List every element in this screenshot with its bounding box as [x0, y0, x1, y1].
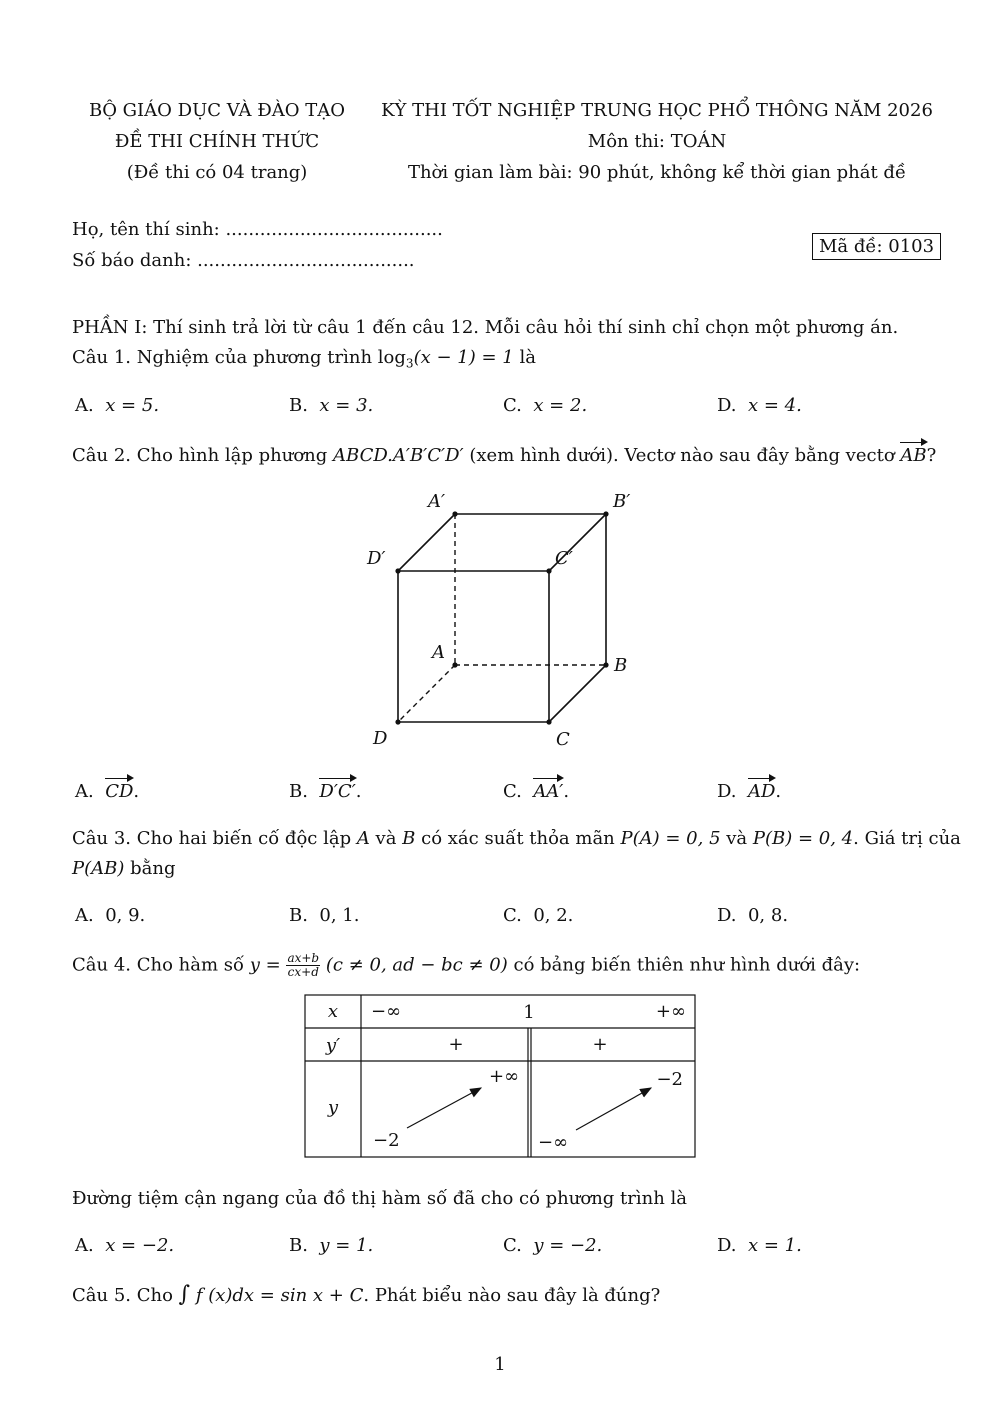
q2-cube-name: ABCD.A′B′C′D′	[333, 445, 464, 466]
vertex-d-prime: D′	[367, 548, 386, 569]
q2-option-d[interactable]: D. AD.	[717, 781, 782, 802]
question-5: Câu 5. Cho ∫ f (x)dx = sin x + C. Phát biểu nào sau đây là đúng?	[72, 1282, 661, 1307]
table-y-label: y	[327, 1097, 339, 1118]
q1-log: log	[377, 347, 406, 368]
exam-code-badge: Mã đề: 0103	[812, 233, 941, 260]
q2-vector-ab: AB	[900, 445, 927, 466]
variation-table	[303, 993, 697, 1159]
q3-option-c[interactable]: C. 0, 2.	[503, 905, 574, 926]
vertex-b: B	[614, 655, 628, 676]
q2-prefix: Câu 2. Cho hình lập phương	[72, 445, 334, 466]
q2-middle: (xem hình dưới). Vectơ nào sau đây bằng vectơ	[463, 445, 901, 466]
q4-option-d[interactable]: D. x = 1.	[717, 1235, 802, 1256]
table-x-one: 1	[523, 1002, 535, 1023]
table-yprime-sign-left: +	[448, 1034, 464, 1055]
table-x-label: x	[327, 1001, 339, 1022]
part1-instruction: PHẦN I: Thí sinh trả lời từ câu 1 đến câu 12. Mỗi câu hỏi thí sinh chỉ chọn một phương án.	[72, 317, 899, 338]
subject: Môn thi: TOÁN	[587, 131, 727, 152]
table-y-right-top: −2	[656, 1069, 683, 1090]
q4-question-text: Đường tiệm cận ngang của đồ thị hàm số đã cho có phương trình là	[72, 1188, 688, 1209]
table-x-neg-inf: −∞	[371, 1001, 402, 1022]
exam-title: KỲ THI TỐT NGHIỆP TRUNG HỌC PHỔ THÔNG NĂM 2026	[381, 100, 933, 121]
q3-option-b[interactable]: B. 0, 1.	[289, 905, 360, 926]
exam-time: Thời gian làm bài: 90 phút, không kể thời gian phát đề	[407, 162, 907, 183]
vertex-d: D	[373, 728, 388, 749]
candidate-name-field: Họ, tên thí sinh: ......................................	[72, 219, 443, 240]
page-number: 1	[494, 1354, 506, 1375]
q3-option-d[interactable]: D. 0, 8.	[717, 905, 789, 926]
table-yprime-label: y′	[325, 1035, 341, 1056]
q1-equation: (x − 1) = 1	[413, 347, 514, 368]
q1-option-b[interactable]: B. x = 3.	[289, 395, 374, 416]
question-4: Câu 4. Cho hàm số y = $\frac{ax+b}{cx+d}$ (c ≠ 0, ad − bc ≠ 0) có bảng biến thiên như hình dưới đây:	[72, 951, 861, 979]
q2-option-b[interactable]: B. D′C′.	[289, 781, 362, 802]
vertex-c: C	[556, 729, 570, 750]
table-y-right-bottom: −∞	[538, 1132, 569, 1153]
integral-sign: ∫	[178, 1282, 191, 1307]
q4-option-b[interactable]: B. y = 1.	[289, 1235, 374, 1256]
q1-option-c[interactable]: C. x = 2.	[503, 395, 588, 416]
ministry-name: BỘ GIÁO DỤC VÀ ĐÀO TẠO	[88, 100, 346, 121]
vertex-a-prime: A′	[428, 491, 446, 512]
question-3-line2: P(AB) bằng	[72, 858, 176, 879]
q4-option-a[interactable]: A. x = −2.	[75, 1235, 175, 1256]
vertex-b-prime: B′	[613, 491, 631, 512]
table-y-left-top: +∞	[489, 1066, 520, 1087]
official-label: ĐỀ THI CHÍNH THỨC	[114, 131, 320, 152]
q2-option-a[interactable]: A. CD.	[75, 781, 140, 802]
table-yprime-sign-right: +	[592, 1034, 608, 1055]
q2-suffix: ?	[926, 445, 937, 466]
q1-base: 3	[405, 356, 414, 371]
vertex-c-prime: C′	[555, 548, 573, 569]
q4-fraction: $\frac{ax+b}{cx+d}$	[287, 951, 320, 979]
q2-option-c[interactable]: C. AA′.	[503, 781, 570, 802]
table-x-pos-inf: +∞	[655, 1001, 686, 1022]
q1-suffix: là	[513, 347, 536, 368]
vertex-a: A	[432, 642, 445, 663]
table-y-left-bottom: −2	[373, 1130, 400, 1151]
q1-prefix: Câu 1. Nghiệm của phương trình	[72, 347, 378, 368]
question-2	[72, 445, 936, 466]
page-count: (Đề thi có 04 trang)	[126, 162, 308, 183]
candidate-id-field: Số báo danh: ......................................	[72, 250, 415, 271]
question-3: Câu 3. Cho hai biến cố độc lập A và B có xác suất thỏa mãn P(A) = 0, 5 và P(B) = 0, 4. Giá trị của	[72, 828, 961, 849]
q4-option-c[interactable]: C. y = −2.	[503, 1235, 603, 1256]
q1-option-d[interactable]: D. x = 4.	[717, 395, 802, 416]
q3-option-a[interactable]: A. 0, 9.	[75, 905, 146, 926]
q1-option-a[interactable]: A. x = 5.	[75, 395, 160, 416]
cube-figure	[360, 485, 660, 755]
question-1	[72, 347, 536, 371]
